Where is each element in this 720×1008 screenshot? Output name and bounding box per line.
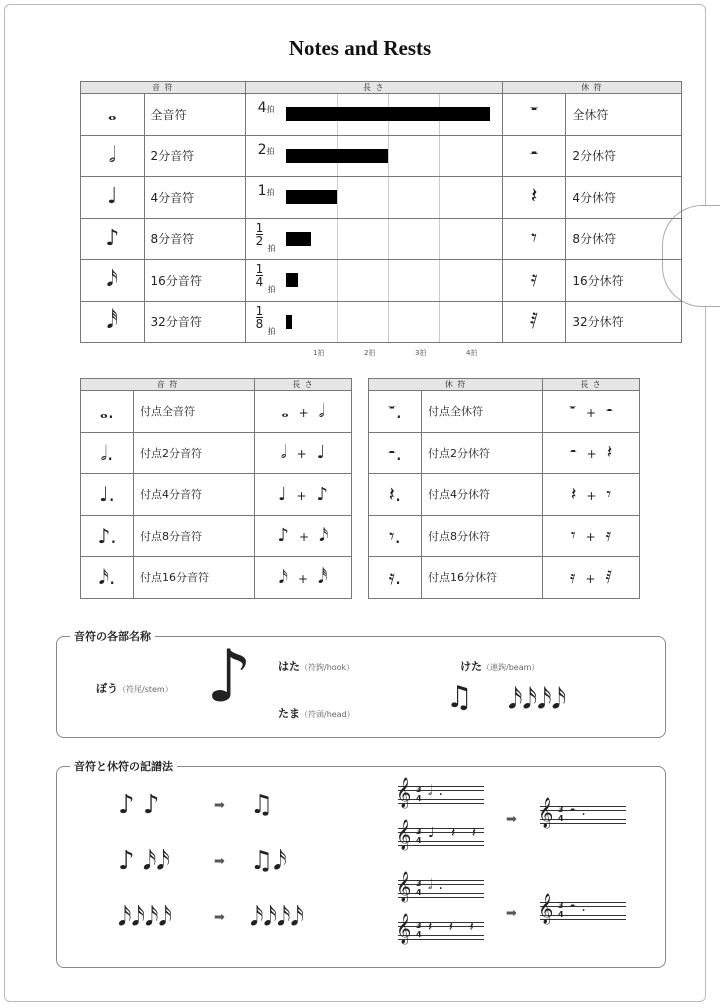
dotted-icon: 𝄿. <box>369 557 422 599</box>
staff <box>396 778 484 808</box>
dotted-icon: ♩. <box>81 474 134 516</box>
staff-content: 𝄼. <box>570 899 592 915</box>
dotted-row <box>369 432 640 474</box>
staff-content: ♩ 𝄽 𝄽 <box>428 825 483 841</box>
dotted-sum: 𝅝 + 𝅗𝅥 <box>255 391 352 433</box>
beat-fraction: $\frac{1}{8}$ <box>255 303 264 331</box>
rest-icon: 𝄿 <box>502 260 566 302</box>
dotted-icon: 𝄾. <box>369 515 422 557</box>
note-icon: 𝅝 <box>81 94 145 136</box>
note-name: 16分音符 <box>144 260 245 302</box>
header-length: 長 さ <box>543 379 640 391</box>
rest-icon: 𝅀 <box>502 301 566 343</box>
note-row <box>81 94 682 136</box>
staff-content: 𝄽 𝄽 𝄽 <box>428 919 480 935</box>
treble-clef-icon: 𝄞 <box>396 820 412 850</box>
treble-clef-icon: 𝄞 <box>538 894 554 924</box>
staff-content: 𝅗𝅥. <box>428 877 449 893</box>
length-bar <box>286 107 490 121</box>
dotted-sum: ♩ + ♪ <box>255 474 352 516</box>
rest-icon: 𝄾 <box>502 218 566 260</box>
axis-label: 4拍 <box>466 349 478 357</box>
dotted-name: 付点8分休符 <box>422 515 543 557</box>
dotted-row <box>81 557 352 599</box>
dotted-row <box>369 391 640 433</box>
dotted-sum: 𝄿 + 𝅀 <box>543 557 640 599</box>
dotted-icon: 𝅘𝅥𝅯. <box>81 557 134 599</box>
treble-clef-icon: 𝄞 <box>396 872 412 902</box>
beam-example-eighths: ♫ <box>446 680 473 715</box>
dotted-icon: 𝅗𝅥. <box>81 432 134 474</box>
dotted-name: 付点4分休符 <box>422 474 543 516</box>
header-notes: 音 符 <box>81 82 246 94</box>
dotted-notes-table <box>80 378 352 599</box>
treble-clef-icon: 𝄞 <box>538 798 554 828</box>
note-row <box>81 301 682 343</box>
dotted-row <box>369 557 640 599</box>
staff-content: 𝅗𝅥. <box>428 783 449 799</box>
time-signature: 3 4 <box>558 805 564 823</box>
notation-right: ♫𝅘𝅥𝅯 <box>250 846 287 876</box>
note-row <box>81 177 682 219</box>
rest-name: 4分休符 <box>566 177 682 219</box>
dotted-icon: 𝄽. <box>369 474 422 516</box>
dotted-sum: 𝄻 + 𝄼 <box>543 391 640 433</box>
treble-clef-icon: 𝄞 <box>396 778 412 808</box>
length-cell: $\frac{1}{8}$ 拍 <box>245 301 502 343</box>
beat-count: 1拍 <box>257 183 275 199</box>
stem-detail: （符尾/stem） <box>118 685 173 694</box>
dotted-icon: ♪. <box>81 515 134 557</box>
note-icon: 𝅗𝅥 <box>81 135 145 177</box>
hook-label: はた <box>278 660 300 673</box>
length-cell: $\frac{1}{2}$ 拍 <box>245 218 502 260</box>
notation-left: ♪ ♪ <box>118 790 160 820</box>
rest-icon: 𝄽 <box>502 177 566 219</box>
axis-label: 2拍 <box>364 349 376 357</box>
dotted-icon: 𝄼. <box>369 432 422 474</box>
beam-label: けた <box>460 660 482 673</box>
big-note: ♪ <box>206 634 252 718</box>
dotted-name: 付点16分音符 <box>134 557 255 599</box>
beat-fraction: $\frac{1}{2}$ <box>255 220 264 248</box>
staff <box>396 914 484 944</box>
time-signature: 3 4 <box>416 827 422 845</box>
note-parts-title: 音符の各部名称 <box>70 628 155 644</box>
dotted-name: 付点16分休符 <box>422 557 543 599</box>
arrow-icon: ➡ <box>506 906 517 921</box>
hook-detail: （符鉤/hook） <box>300 663 355 672</box>
note-name: 全音符 <box>144 94 245 136</box>
length-bar <box>286 232 312 246</box>
length-bar <box>286 190 337 204</box>
notation-title: 音符と休符の記譜法 <box>70 758 177 774</box>
rest-icon: 𝄻 <box>502 94 566 136</box>
note-icon: 𝅘𝅥𝅯 <box>81 260 145 302</box>
dotted-sum: 𝄼 + 𝄽 <box>543 432 640 474</box>
staff <box>538 894 626 924</box>
staff <box>396 820 484 850</box>
dotted-row <box>369 474 640 516</box>
beat-count: 2拍 <box>257 141 275 158</box>
treble-clef-icon: 𝄞 <box>396 914 412 944</box>
note-icon: 𝅘𝅥𝅰 <box>81 301 145 343</box>
header-length: 長 さ <box>255 379 352 391</box>
dotted-sum: ♪ + 𝅘𝅥𝅯 <box>255 515 352 557</box>
rest-name: 2分休符 <box>566 135 682 177</box>
head-detail: （符頭/head） <box>300 710 355 719</box>
note-row <box>81 260 682 302</box>
beam-example-sixteenths: 𝅘𝅥𝅯𝅘𝅥𝅯𝅘𝅥𝅯𝅘𝅥𝅯 <box>508 682 567 715</box>
head-label: たま <box>278 707 300 720</box>
rest-name: 32分休符 <box>566 301 682 343</box>
head-annotation <box>278 705 355 721</box>
dotted-row <box>81 515 352 557</box>
staff-content: 𝄼. <box>570 803 592 819</box>
note-icon: ♩ <box>81 177 145 219</box>
length-bar <box>286 315 292 329</box>
header-rests: 休 符 <box>369 379 543 391</box>
note-row <box>81 135 682 177</box>
rest-name: 全休符 <box>566 94 682 136</box>
dotted-icon: 𝅝. <box>81 391 134 433</box>
time-signature: 3 4 <box>558 901 564 919</box>
arrow-icon: ➡ <box>214 910 225 925</box>
note-name: 2分音符 <box>144 135 245 177</box>
header-notes: 音 符 <box>81 379 255 391</box>
header-rests: 休 符 <box>502 82 681 94</box>
notation-right: 𝅘𝅥𝅯𝅘𝅥𝅯𝅘𝅥𝅯𝅘𝅥𝅯 <box>250 902 305 932</box>
stem-annotation <box>96 680 173 696</box>
notation-left: 𝅘𝅥𝅯𝅘𝅥𝅯𝅘𝅥𝅯𝅘𝅥𝅯 <box>118 902 173 932</box>
rest-name: 16分休符 <box>566 260 682 302</box>
dotted-row <box>81 432 352 474</box>
time-signature: 3 4 <box>416 879 422 897</box>
length-bar <box>286 149 388 163</box>
arrow-icon: ➡ <box>214 854 225 869</box>
arrow-icon: ➡ <box>214 798 225 813</box>
length-cell <box>245 94 502 136</box>
axis-label: 3拍 <box>415 349 427 357</box>
dotted-name: 付点2分休符 <box>422 432 543 474</box>
note-icon: ♪ <box>81 218 145 260</box>
note-row <box>81 218 682 260</box>
dotted-name: 付点全休符 <box>422 391 543 433</box>
dotted-sum: 𝅘𝅥𝅯 + 𝅘𝅥𝅰 <box>255 557 352 599</box>
stem-label: ぼう <box>96 682 118 695</box>
dotted-row <box>369 515 640 557</box>
page-title: Notes and Rests <box>288 36 432 60</box>
notes-rests-table <box>80 81 682 343</box>
length-cell <box>245 135 502 177</box>
rest-name: 8分休符 <box>566 218 682 260</box>
dotted-icon: 𝄻. <box>369 391 422 433</box>
note-name: 8分音符 <box>144 218 245 260</box>
header-length: 長 さ <box>245 82 502 94</box>
dotted-sum: 𝅗𝅥 + ♩ <box>255 432 352 474</box>
beat-count: 4拍 <box>257 100 275 116</box>
time-signature: 3 4 <box>416 921 422 939</box>
notation-left: ♪ 𝅘𝅥𝅯𝅘𝅥𝅯 <box>118 846 170 876</box>
dotted-rests-table <box>368 378 640 599</box>
dotted-name: 付点4分音符 <box>134 474 255 516</box>
dotted-row <box>81 474 352 516</box>
rest-icon: 𝄼 <box>502 135 566 177</box>
time-signature: 3 4 <box>416 785 422 803</box>
axis-label: 1拍 <box>313 349 325 357</box>
length-cell <box>245 177 502 219</box>
dotted-name: 付点8分音符 <box>134 515 255 557</box>
staff <box>396 872 484 902</box>
dotted-row <box>81 391 352 433</box>
dotted-sum: 𝄾 + 𝄿 <box>543 515 640 557</box>
dotted-name: 付点全音符 <box>134 391 255 433</box>
dotted-name: 付点2分音符 <box>134 432 255 474</box>
hook-annotation <box>278 658 354 674</box>
beam-detail: （連鉤/beam） <box>482 663 540 672</box>
staff <box>538 798 626 828</box>
length-cell: $\frac{1}{4}$ 拍 <box>245 260 502 302</box>
notation-right: ♫ <box>250 790 274 820</box>
note-name: 4分音符 <box>144 177 245 219</box>
dotted-sum: 𝄽 + 𝄾 <box>543 474 640 516</box>
beam-annotation <box>460 658 539 674</box>
note-name: 32分音符 <box>144 301 245 343</box>
arrow-icon: ➡ <box>506 812 517 827</box>
beat-fraction: $\frac{1}{4}$ <box>255 262 264 289</box>
length-bar <box>286 273 299 287</box>
